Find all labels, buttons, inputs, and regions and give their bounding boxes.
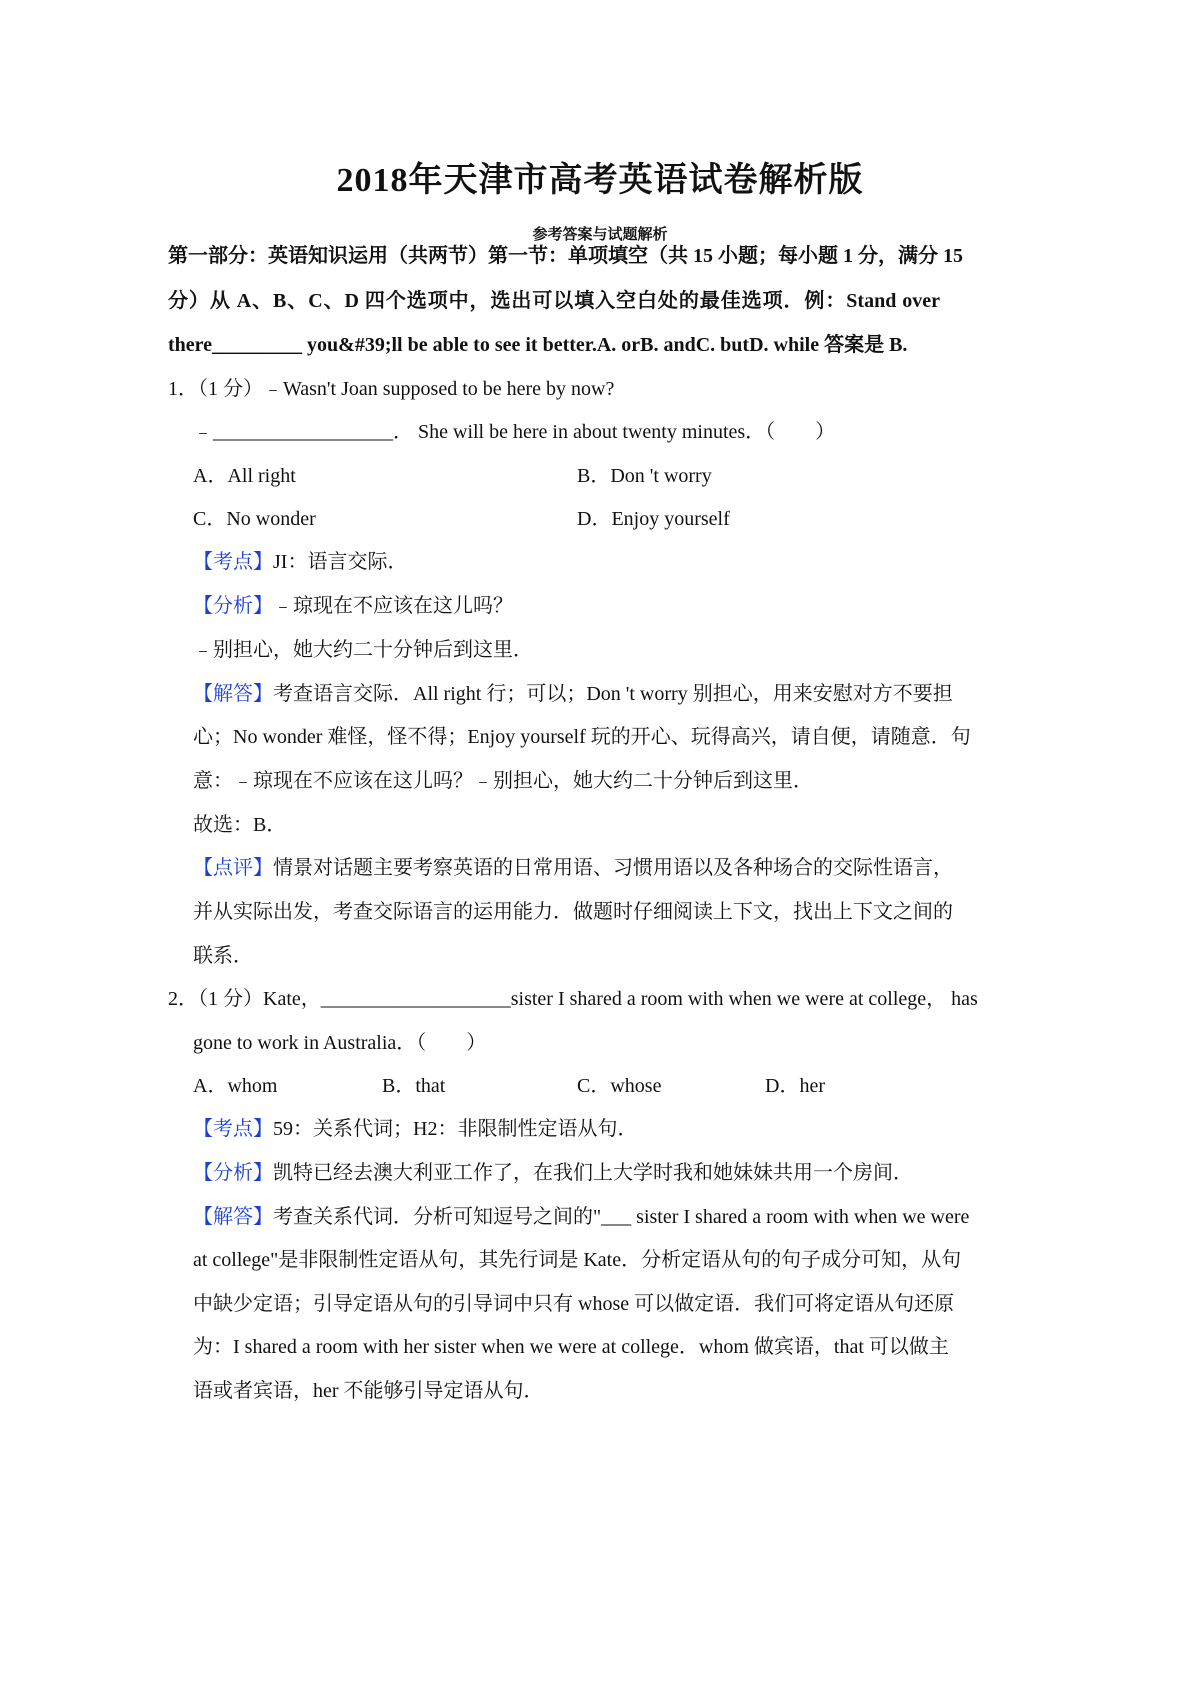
q1-jieda-text-2: 心；No wonder 难怪，怪不得；Enjoy yourself 玩的开心、玩得高兴，请自便，请随意．句 (193, 726, 971, 748)
intro-line-3: there_________ you&#39;ll be able to see it better.A. orB. andC. butD. while 答案是 B. (168, 334, 908, 356)
jieda-tag: 【解答】 (193, 1206, 273, 1228)
jieda-tag: 【解答】 (193, 683, 273, 705)
page-subtitle: 参考答案与试题解析 (532, 227, 668, 243)
q1-option-c: C．No wonder (193, 508, 316, 530)
fenxi-tag: 【分析】 (193, 1162, 273, 1184)
q2-option-a: A．whom (193, 1075, 278, 1097)
q1-option-a: A．All right (193, 465, 296, 487)
kaodian-tag: 【考点】 (193, 1118, 273, 1140)
intro-line-2: 分）从 A、B、C、D 四个选项中，选出可以填入空白处的最佳选项．例：Stand over (168, 290, 940, 312)
intro-line-1: 第一部分：英语知识运用（共两节）第一节：单项填空（共 15 小题；每小题 1 分，满分 15 (168, 245, 963, 267)
q1-fenxi-text-2: ﹣别担心，她大约二十分钟后到这里． (193, 639, 533, 661)
q2-jieda (193, 1203, 970, 1231)
q2-option-b: B．that (382, 1075, 446, 1097)
q2-fenxi-text: 凯特已经去澳大利亚工作了，在我们上大学时我和她妹妹共用一个房间． (273, 1162, 913, 1184)
q1-dianping-text-2: 并从实际出发，考查交际语言的运用能力．做题时仔细阅读上下文，找出上下文之间的 (193, 901, 953, 923)
q1-dianping-text-1: 情景对话题主要考察英语的日常用语、习惯用语以及各种场合的交际性语言， (273, 857, 953, 879)
page-title: 2018年天津市高考英语试卷解析版 (336, 162, 864, 199)
q2-stem-2: gone to work in Australia．（ ） (193, 1032, 487, 1054)
kaodian-tag: 【考点】 (193, 551, 273, 573)
q2-jieda-text-5: 语或者宾语，her 不能够引导定语从句． (193, 1380, 544, 1402)
q2-kaodian (193, 1115, 637, 1143)
q1-fenxi-text-1: ﹣琼现在不应该在这儿吗？ (273, 595, 513, 617)
q1-option-b: B．Don 't worry (577, 465, 712, 487)
q1-jieda (193, 680, 953, 708)
dianping-tag: 【点评】 (193, 857, 273, 879)
q1-answer: 故选：B． (193, 814, 287, 836)
q1-jieda-text-3: 意：﹣琼现在不应该在这儿吗？﹣别担心，她大约二十分钟后到这里． (193, 770, 813, 792)
q1-dianping (193, 854, 953, 882)
q2-kaodian-text: 59：关系代词；H2：非限制性定语从句． (273, 1118, 638, 1140)
q2-stem-1: 2．（1 分）Kate，___________________sister I shared a room with when we were at college， has (168, 988, 978, 1010)
q1-stem-2: ﹣__________________． She will be here in about twenty minutes．（ ） (193, 421, 836, 443)
fenxi-tag: 【分析】 (193, 595, 273, 617)
q1-kaodian-text: JI：语言交际． (273, 551, 408, 573)
q1-kaodian (193, 548, 407, 576)
q2-jieda-text-1: 考查关系代词．分析可知逗号之间的"___ sister I shared a room with when we were (273, 1206, 970, 1228)
q1-dianping-text-3: 联系． (193, 945, 253, 967)
q1-option-d: D．Enjoy yourself (577, 508, 730, 530)
q1-stem-1: 1．（1 分）﹣Wasn't Joan supposed to be here by now? (168, 378, 615, 400)
q2-option-d: D．her (765, 1075, 825, 1097)
q1-fenxi (193, 592, 513, 620)
q2-jieda-text-4: 为：I shared a room with her sister when we were at college．whom 做宾语，that 可以做主 (193, 1336, 949, 1358)
q2-jieda-text-3: 中缺少定语；引导定语从句的引导词中只有 whose 可以做定语．我们可将定语从句还原 (193, 1293, 955, 1315)
q2-jieda-text-2: at college"是非限制性定语从句，其先行词是 Kate．分析定语从句的句子成分可知，从句 (193, 1249, 962, 1271)
q2-option-c: C．whose (577, 1075, 662, 1097)
q1-jieda-text-1: 考查语言交际．All right 行；可以；Don 't worry 别担心，用来安慰对方不要担 (273, 683, 953, 705)
q2-fenxi (193, 1159, 913, 1187)
